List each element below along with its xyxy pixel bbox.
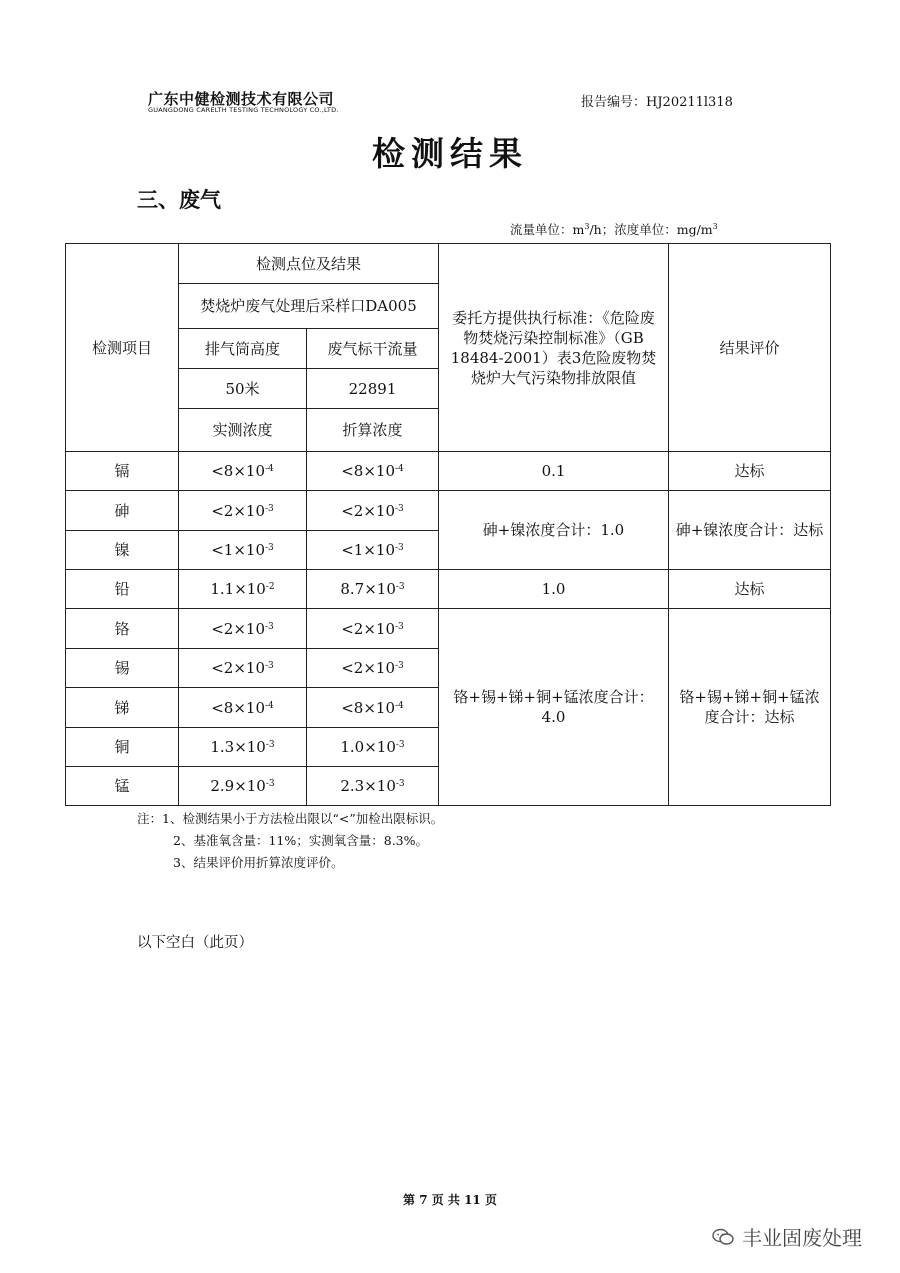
converted-base: <1×10 xyxy=(341,541,395,559)
evaluation-as-ni: 砷+镍浓度合计：达标 xyxy=(669,491,831,570)
row-item: 镉 xyxy=(66,452,179,491)
row-item: 锰 xyxy=(66,767,179,806)
converted-value xyxy=(307,728,439,767)
converted-exp: -3 xyxy=(395,503,404,514)
row-item: 锑 xyxy=(66,688,179,728)
measured-label: 实测浓度 xyxy=(179,409,307,452)
measured-exp: -3 xyxy=(265,779,275,789)
limit-group: 铬+锡+锑+铜+锰浓度合计：4.0 xyxy=(439,609,669,806)
row-item: 铬 xyxy=(66,609,179,649)
page-title: 检测结果 xyxy=(372,134,528,173)
watermark xyxy=(712,1222,862,1251)
end-note: 以下空白（此页） xyxy=(137,935,253,951)
table-row xyxy=(66,452,831,491)
measured-base: 2.9×10 xyxy=(210,777,266,795)
conc-unit-exp: 3 xyxy=(712,221,718,231)
measured-exp: -3 xyxy=(265,621,274,632)
flow-unit-suffix: /h；浓度单位：mg/m xyxy=(589,222,713,237)
measured-exp: -4 xyxy=(265,700,274,711)
measured-value xyxy=(179,570,307,609)
measured-base: <2×10 xyxy=(211,659,265,677)
measured-exp: -3 xyxy=(265,661,274,671)
table-row xyxy=(66,570,831,609)
measured-exp: -3 xyxy=(265,543,274,553)
row-item: 镍 xyxy=(66,531,179,570)
converted-base: <2×10 xyxy=(341,659,395,677)
converted-exp: -3 xyxy=(395,779,405,789)
converted-exp: -4 xyxy=(395,464,404,474)
notes xyxy=(137,808,443,874)
sample-point: 焚烧炉废气处理后采样口DA005 xyxy=(179,284,439,329)
section-heading: 三、废气 xyxy=(137,187,221,212)
converted-base: <8×10 xyxy=(341,698,395,717)
unit-note xyxy=(510,220,718,238)
standard-header: 委托方提供执行标准：《危险废物焚烧污染控制标准》（GB 18484-2001）表3危险废物焚烧炉大气污染物排放限值 xyxy=(439,244,669,452)
flow-unit-prefix: 流量单位：m xyxy=(510,222,585,237)
converted-value xyxy=(307,531,439,570)
row-item: 铅 xyxy=(66,570,179,609)
converted-exp: -3 xyxy=(395,621,404,632)
converted-exp: -3 xyxy=(395,543,404,553)
company-name-cn: 广东中健检测技术有限公司 xyxy=(148,90,335,108)
note-1: 注：1、检测结果小于方法检出限以“<”加检出限标识。 xyxy=(137,811,444,826)
converted-exp: -3 xyxy=(395,740,405,750)
converted-value xyxy=(307,570,439,609)
measured-base: <8×10 xyxy=(211,462,265,480)
results-table xyxy=(65,243,831,806)
report-number: 报告编号：HJ20211l318 xyxy=(581,95,733,110)
measured-exp: -3 xyxy=(265,740,275,750)
limit-cd: 0.1 xyxy=(439,452,669,491)
company-name-en: GUANGDONG CARELTH TESTING TECHNOLOGY CO.,LTD. xyxy=(148,106,339,114)
item-header: 检测项目 xyxy=(66,244,179,452)
measured-base: <1×10 xyxy=(211,541,265,559)
limit-as-ni: 砷+镍浓度合计：1.0 xyxy=(439,491,669,570)
evaluation-cd: 达标 xyxy=(669,452,831,491)
converted-base: 2.3×10 xyxy=(340,777,396,795)
watermark-text: 丰业固废处理 xyxy=(742,1226,862,1250)
converted-base: <2×10 xyxy=(341,501,395,520)
converted-value xyxy=(307,688,439,728)
converted-base: 1.0×10 xyxy=(340,738,396,756)
table-row xyxy=(66,491,831,531)
measured-base: <2×10 xyxy=(211,619,265,638)
converted-exp: -4 xyxy=(395,700,404,711)
evaluation-header: 结果评价 xyxy=(669,244,831,452)
measured-exp: -3 xyxy=(265,503,274,514)
measured-value xyxy=(179,649,307,688)
row-item: 砷 xyxy=(66,491,179,531)
measured-value xyxy=(179,531,307,570)
measured-value xyxy=(179,491,307,531)
measured-base: 1.3×10 xyxy=(210,738,266,756)
stack-height-label: 排气筒高度 xyxy=(179,329,307,369)
limit-pb: 1.0 xyxy=(439,570,669,609)
converted-label: 折算浓度 xyxy=(307,409,439,452)
measured-exp: -2 xyxy=(265,582,275,592)
converted-value xyxy=(307,609,439,649)
measured-base: 1.1×10 xyxy=(210,580,266,598)
note-2: 2、基准氧含量：11%；实测氧含量：8.3%。 xyxy=(173,833,428,848)
converted-base: <2×10 xyxy=(341,619,395,638)
converted-base: <8×10 xyxy=(341,462,395,480)
converted-value xyxy=(307,491,439,531)
evaluation-pb: 达标 xyxy=(669,570,831,609)
converted-value xyxy=(307,649,439,688)
measured-value xyxy=(179,452,307,491)
measured-exp: -4 xyxy=(265,464,274,474)
measured-value xyxy=(179,767,307,806)
flow-value: 22891 xyxy=(307,369,439,409)
converted-value xyxy=(307,767,439,806)
measured-value xyxy=(179,609,307,649)
converted-exp: -3 xyxy=(395,582,405,592)
evaluation-group: 铬+锡+锑+铜+锰浓度合计：达标 xyxy=(669,609,831,806)
converted-base: 8.7×10 xyxy=(340,580,396,598)
flow-label: 废气标干流量 xyxy=(307,329,439,369)
flow-unit-exp: 3 xyxy=(584,221,590,231)
measured-value xyxy=(179,688,307,728)
wechat-icon xyxy=(712,1228,734,1246)
converted-exp: -3 xyxy=(395,661,404,671)
table-row xyxy=(66,609,831,649)
row-item: 锡 xyxy=(66,649,179,688)
converted-value xyxy=(307,452,439,491)
row-item: 铜 xyxy=(66,728,179,767)
note-3: 3、结果评价用折算浓度评价。 xyxy=(173,855,344,870)
page-number: 第 7 页 共 11 页 xyxy=(403,1193,497,1207)
measured-value xyxy=(179,728,307,767)
stack-height-value: 50米 xyxy=(179,369,307,409)
point-header: 检测点位及结果 xyxy=(179,244,439,284)
measured-base: <2×10 xyxy=(211,501,265,520)
measured-base: <8×10 xyxy=(211,698,265,717)
